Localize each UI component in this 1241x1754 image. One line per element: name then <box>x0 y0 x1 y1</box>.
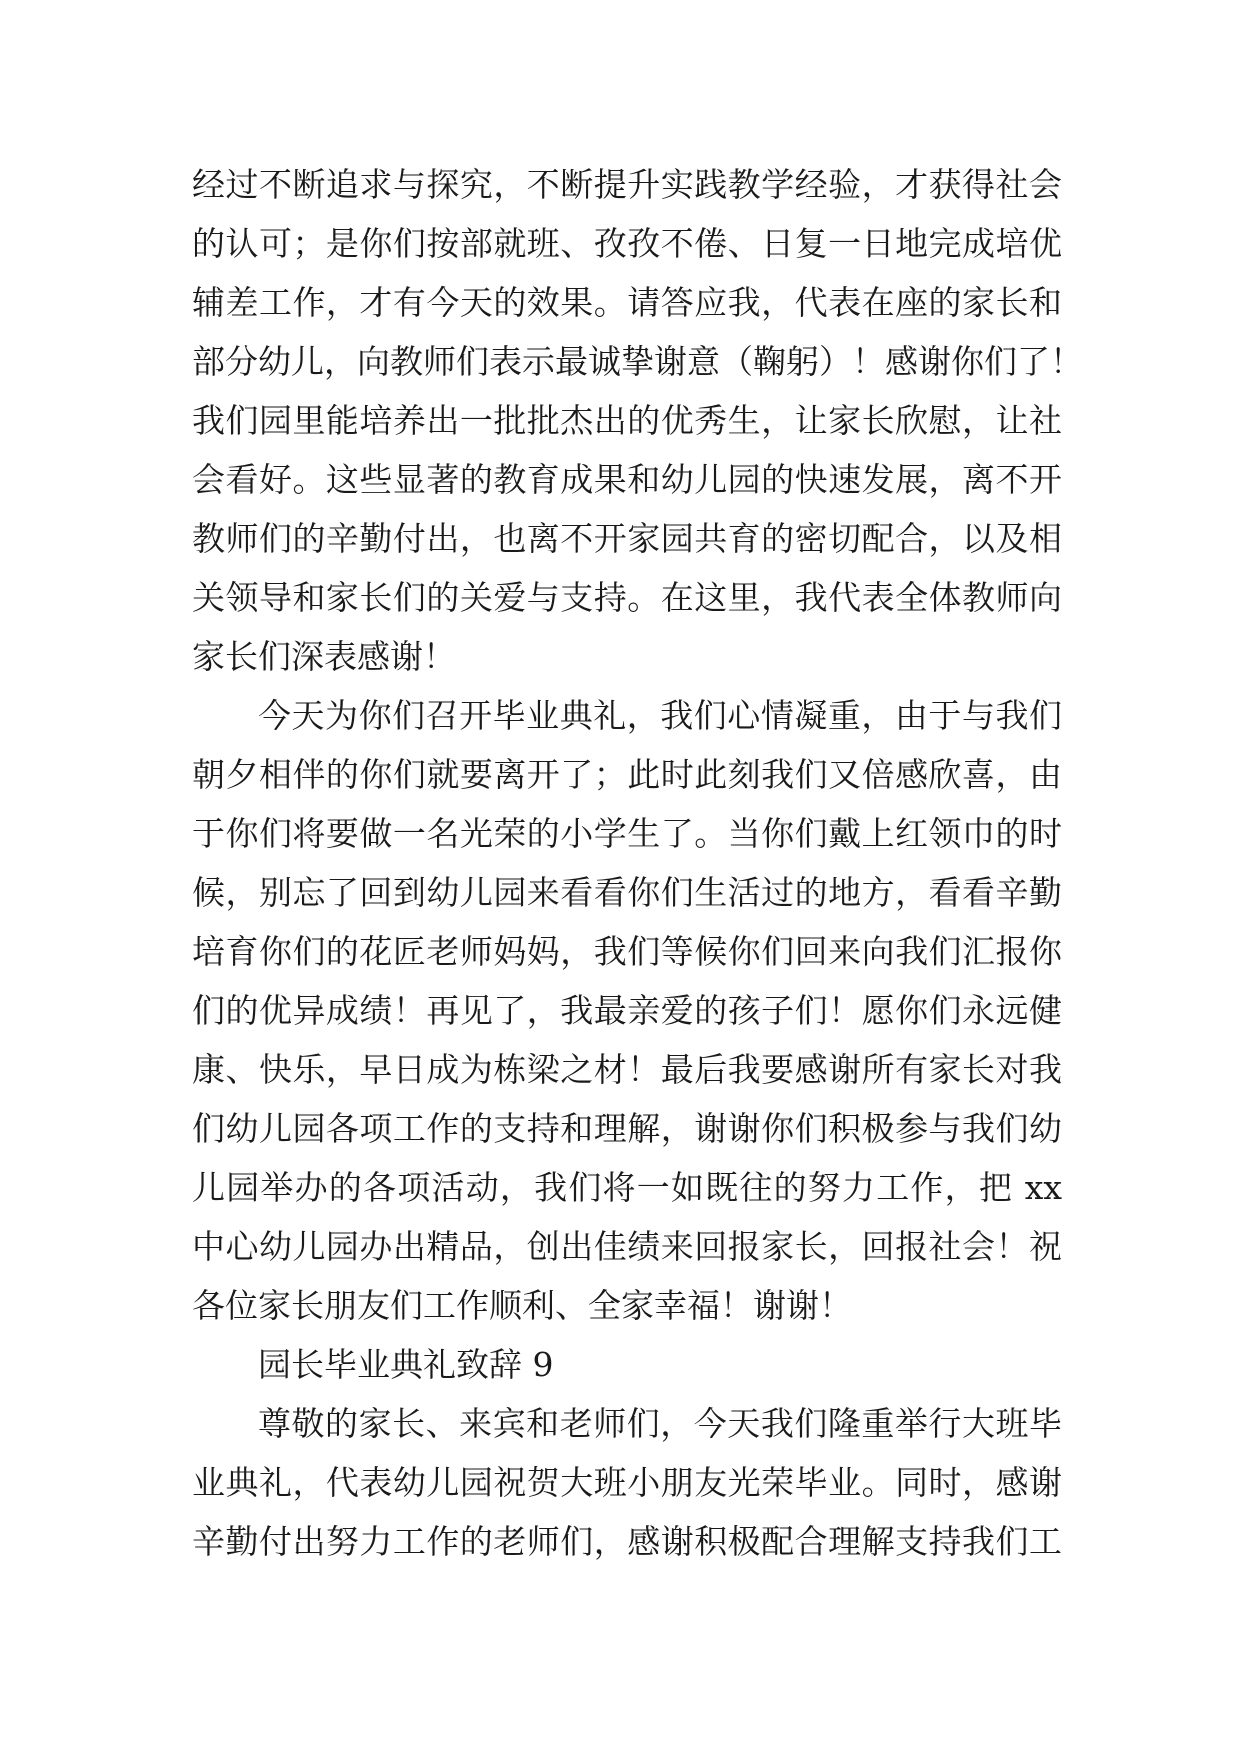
text-line: 康、快乐，早日成为栋梁之材！最后我要感谢所有家长对我 <box>192 1050 1062 1089</box>
text-line: 辅差工作，才有今天的效果。请答应我，代表在座的家长和 <box>192 283 1062 322</box>
text-line: 部分幼儿，向教师们表示最诚挚谢意（鞠躬）！感谢你们了！ <box>192 342 1083 381</box>
text-line: 中心幼儿园办出精品，创出佳绩来回报家长，回报社会！祝 <box>192 1227 1062 1266</box>
text-line: 会看好。这些显著的教育成果和幼儿园的快速发展，离不开 <box>192 460 1062 499</box>
text-line: 业典礼，代表幼儿园祝贺大班小朋友光荣毕业。同时，感谢 <box>192 1463 1062 1502</box>
text-line: 朝夕相伴的你们就要离开了；此时此刻我们又倍感欣喜，由 <box>192 755 1062 794</box>
text-line: 教师们的辛勤付出，也离不开家园共育的密切配合，以及相 <box>192 519 1062 558</box>
text-line: 我们园里能培养出一批批杰出的优秀生，让家长欣慰，让社 <box>192 401 1062 440</box>
text-line: 园长毕业典礼致辞 9 <box>258 1345 554 1384</box>
text-line: 们的优异成绩！再见了，我最亲爱的孩子们！愿你们永远健 <box>192 991 1062 1030</box>
text-line: 儿园举办的各项活动，我们将一如既往的努力工作，把 xx <box>192 1168 1062 1207</box>
text-line: 培育你们的花匠老师妈妈，我们等候你们回来向我们汇报你 <box>192 932 1062 971</box>
text-line: 各位家长朋友们工作顺利、全家幸福！谢谢！ <box>192 1286 852 1325</box>
text-line: 们幼儿园各项工作的支持和理解，谢谢你们积极参与我们幼 <box>192 1109 1062 1148</box>
text-line: 尊敬的家长、来宾和老师们，今天我们隆重举行大班毕 <box>258 1404 1062 1443</box>
text-line: 候，别忘了回到幼儿园来看看你们生活过的地方，看看辛勤 <box>192 873 1062 912</box>
body-text <box>192 155 1083 1571</box>
text-line: 关领导和家长们的关爱与支持。在这里，我代表全体教师向 <box>192 578 1062 617</box>
text-line: 辛勤付出努力工作的老师们，感谢积极配合理解支持我们工 <box>192 1522 1062 1561</box>
text-line: 今天为你们召开毕业典礼，我们心情凝重，由于与我们 <box>258 696 1062 735</box>
text-line: 家长们深表感谢！ <box>192 637 456 676</box>
text-line: 于你们将要做一名光荣的小学生了。当你们戴上红领巾的时 <box>192 814 1062 853</box>
text-line: 经过不断追求与探究，不断提升实践教学经验，才获得社会 <box>192 165 1062 204</box>
text-line: 的认可；是你们按部就班、孜孜不倦、日复一日地完成培优 <box>192 224 1062 263</box>
